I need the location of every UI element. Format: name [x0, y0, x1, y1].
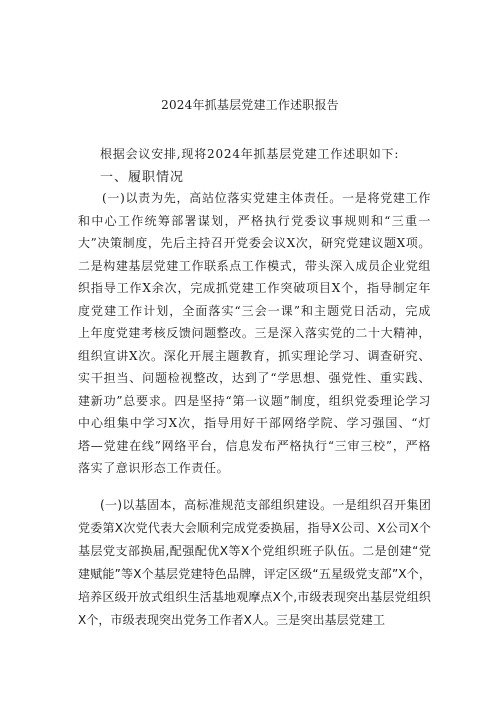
intro-paragraph: 根据会议安排,现将2024年抓基层党建工作述职如下:: [100, 147, 400, 161]
section-heading: 一、履职情况: [100, 170, 185, 185]
body-paragraph-2: (一)以基固本，高标准规范支部组织建设。一是组织召开集团党委第X次党代表大会顺利完成党委换届，指导X公司、X公司X个基层党支部换届,配强配优X等X个党组织班子队伍。二是创建“党建赋能”等X个基层党建特色品牌，评定区级“五星级党支部”X个，培养区级开放式组织生活基地观摩点X个,市级表现突出基层党组织X个，市级表现突出党务工作者X人。三是突出基层党建工: [78, 498, 431, 627]
body-paragraph-1: (一)以责为先，高站位落实党建主体责任。一是将党建工作和中心工作统筹部署谋划，严格执行党委议事规则和“三重一大”决策制度，先后主持召开党委会议X次，研究党建议题X项。二是构建基层党建工作联系点工作模式，带头深入成员企业党组织指导工作X余次，完成抓党建工作突破项目X个，指导制定年度党建工作计划，全面落实“三会一课”和主题党日活动，完成上年度党建考核反馈问题整改。三是深入落实党的二十大精神，组织宣讲X次。深化开展主题教育，抓实理论学习、调查研究、实干担当、问题检视整改，达到了“学思想、强党性、重实践、建新功”总要求。四是坚持“第一议题”制度，组织党委理论学习中心组集中学习X次，指导用好干部网络学院、学习强国、“灯塔—党建在线”网络平台，信息发布严格执行“三审三校”，严格落实了意识形态工作责任。: [78, 191, 431, 475]
document-title: 2024年抓基层党建工作述职报告: [161, 98, 339, 112]
